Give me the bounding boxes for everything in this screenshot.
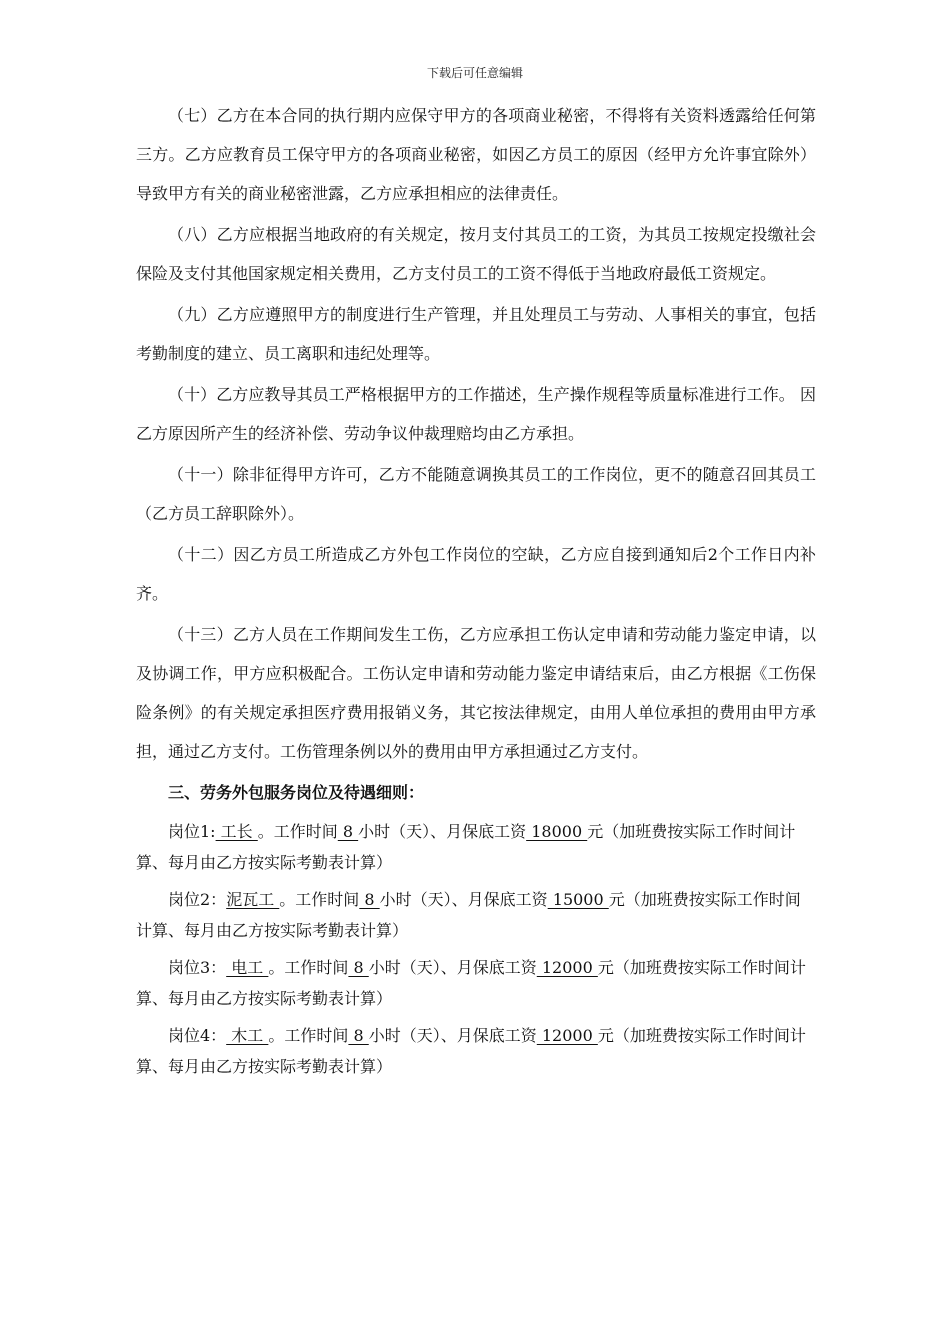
post-item bbox=[136, 816, 816, 878]
post-text: 。工作时间 bbox=[268, 958, 349, 977]
page-header: 下载后可任意编辑 bbox=[426, 66, 523, 80]
post-prefix: 岗位3： bbox=[168, 958, 227, 977]
post-name: 工长 bbox=[215, 822, 258, 841]
clause-12: （十二）因乙方员工所造成乙方外包工作岗位的空缺，乙方应自接到通知后2个工作日内补齐。 bbox=[136, 545, 816, 603]
post-text: 元（加班费按实际工作时间计算、每月由乙方按实际考勤表计算） bbox=[136, 822, 796, 872]
post-text: 元（加班费按实际工作时间计算、每月由乙方按实际考勤表计算） bbox=[136, 1026, 806, 1076]
clause-7: （七）乙方在本合同的执行期内应保守甲方的各项商业秘密，不得将有关资料透露给任何第三方。乙方应教育员工保守甲方的各项商业秘密，如因乙方员工的原因（经甲方允许事宜除外）导致甲方有关的商业秘密泄露，乙方应承担相应的法律责任。 bbox=[136, 106, 816, 203]
post-text: 元（加班费按实际工作时间计算、每月由乙方按实际考勤表计算） bbox=[136, 958, 806, 1008]
clause-10: （十）乙方应教导其员工严格根据甲方的工作描述，生产操作规程等质量标准进行工作。 因乙方原因所产生的经济补偿、劳动争议仲裁理赔均由乙方承担。 bbox=[136, 385, 816, 443]
post-hours: 8 bbox=[348, 958, 369, 977]
post-text: 。工作时间 bbox=[279, 890, 360, 909]
post-text: 小时（天）、月保底工资 bbox=[368, 1026, 537, 1045]
post-text: 。工作时间 bbox=[257, 822, 338, 841]
post-name: 电工 bbox=[226, 958, 269, 977]
clause-9: （九）乙方应遵照甲方的制度进行生产管理，并且处理员工与劳动、人事相关的事宜，包括考勤制度的建立、员工离职和违纪处理等。 bbox=[136, 305, 816, 363]
post-item bbox=[136, 1020, 816, 1082]
post-name: 泥瓦工 bbox=[226, 890, 280, 909]
post-hours: 8 bbox=[348, 1026, 369, 1045]
document-body bbox=[136, 96, 816, 1088]
post-hours: 8 bbox=[337, 822, 359, 841]
post-text: 。工作时间 bbox=[268, 1026, 349, 1045]
post-item bbox=[136, 952, 816, 1014]
post-item bbox=[136, 884, 816, 946]
post-text: 小时（天）、月保底工资 bbox=[379, 890, 548, 909]
post-name: 木工 bbox=[226, 1026, 269, 1045]
clause-13: （十三）乙方人员在工作期间发生工伤，乙方应承担工伤认定申请和劳动能力鉴定申请，以及协调工作，甲方应积极配合。工伤认定申请和劳动能力鉴定申请结束后，由乙方根据《工伤保险条例》的有关规定承担医疗费用报销义务，其它按法律规定，由用人单位承担的费用由甲方承担，通过乙方支付。工伤管理条例以外的费用由甲方承担通过乙方支付。 bbox=[136, 625, 816, 761]
post-prefix: 岗位4： bbox=[168, 1026, 227, 1045]
post-wage: 12000 bbox=[536, 1026, 598, 1045]
post-hours: 8 bbox=[359, 890, 380, 909]
post-wage: 18000 bbox=[526, 822, 588, 841]
section-title: 三、劳务外包服务岗位及待遇细则： bbox=[168, 783, 425, 802]
post-wage: 15000 bbox=[547, 890, 609, 909]
post-prefix: 岗位2： bbox=[168, 890, 227, 909]
post-prefix: 岗位1: bbox=[168, 822, 216, 841]
clause-11: （十一）除非征得甲方许可，乙方不能随意调换其员工的工作岗位，更不的随意召回其员工（乙方员工辞职除外）。 bbox=[136, 465, 816, 523]
clause-8: （八）乙方应根据当地政府的有关规定，按月支付其员工的工资，为其员工按规定投缴社会保险及支付其他国家规定相关费用，乙方支付员工的工资不得低于当地政府最低工资规定。 bbox=[136, 225, 816, 283]
post-text: 小时（天）、月保底工资 bbox=[358, 822, 527, 841]
post-text: 元（加班费按实际工作时间计算、每月由乙方按实际考勤表计算） bbox=[136, 890, 801, 940]
post-text: 小时（天）、月保底工资 bbox=[368, 958, 537, 977]
post-wage: 12000 bbox=[536, 958, 598, 977]
